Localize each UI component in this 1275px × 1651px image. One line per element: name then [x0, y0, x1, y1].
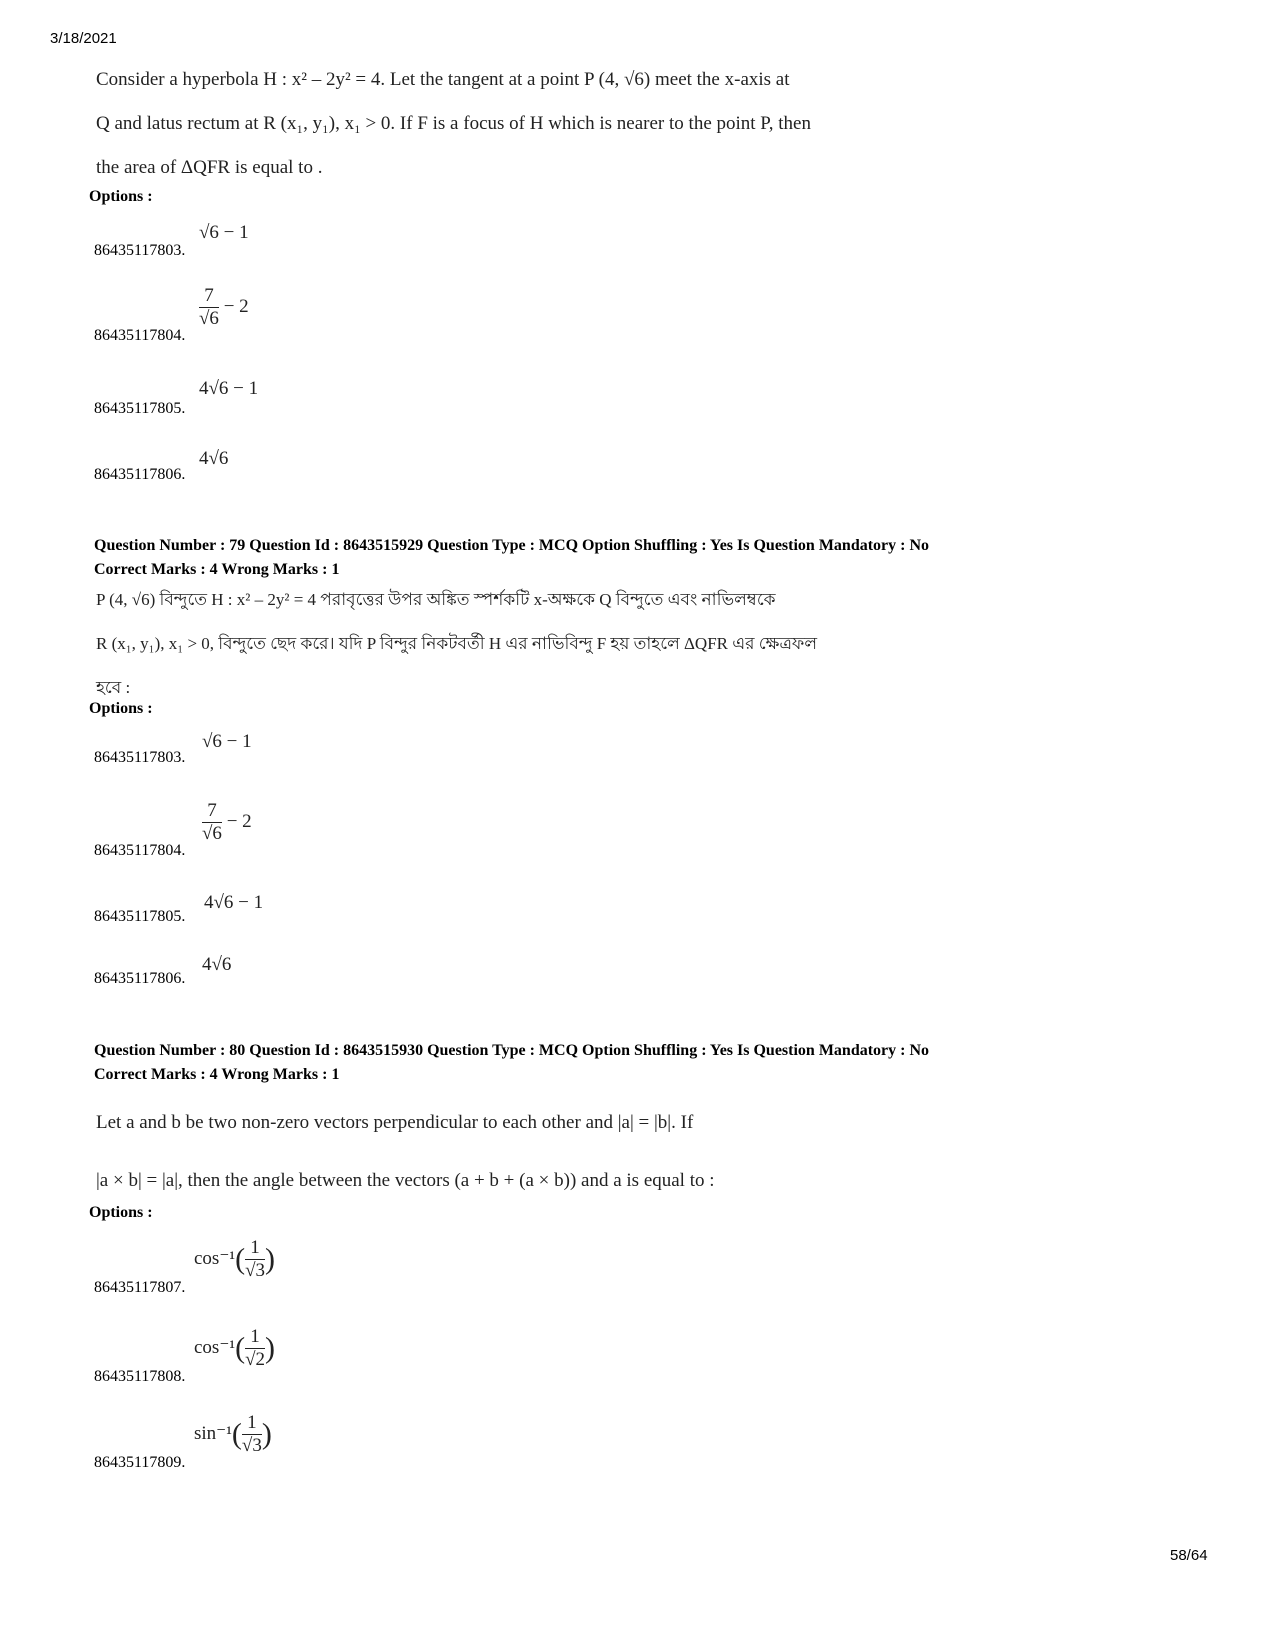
q80-option-3: [94, 1412, 694, 1472]
q79-option-4: [94, 928, 694, 988]
q78-option-4: [94, 424, 694, 484]
option-id: 86435117808.: [94, 1368, 186, 1385]
q79-option-1: [94, 707, 694, 767]
q79-meta: [94, 534, 1174, 582]
q80-line1: Let a and b be two non-zero vectors perpendicular to each other and |a| = |b|. If: [96, 1112, 694, 1133]
q80-option-1: [94, 1237, 694, 1297]
option-answer: 4√6 − 1: [204, 892, 264, 913]
q80-meta-line1: Question Number : 80 Question Id : 8643515930 Question Type : MCQ Option Shuffling : Yes Is Question Mandatory : No: [94, 1042, 930, 1059]
q79-option-3: [94, 866, 694, 926]
q79-line3: হবে :: [96, 678, 131, 697]
q80-options-label: Options :: [89, 1204, 153, 1221]
option-id: 86435117806.: [94, 970, 186, 987]
option-id: 86435117805.: [94, 400, 186, 417]
option-id: 86435117803.: [94, 242, 186, 259]
q79-line2: R (x₁, y₁), x₁ > 0, বিন্দুতে ছেদ করে। যদি P বিন্দুর নিকটবর্তী H এর নাভিবিন্দু F হয় তাহলে ΔQFR এর ক্ষেত্রফল: [96, 634, 818, 653]
q80-option-2: [94, 1326, 694, 1386]
option-id: 86435117805.: [94, 908, 186, 925]
option-id: 86435117806.: [94, 466, 186, 483]
option-answer: 4√6: [199, 448, 229, 469]
option-answer: $\frac{7}{√6}$ − 2: [202, 800, 252, 844]
option-id: 86435117804.: [94, 842, 186, 859]
q80-meta-line2: Correct Marks : 4 Wrong Marks : 1: [94, 1066, 340, 1083]
q78-option-2: [94, 285, 694, 345]
q79-meta-line2: Correct Marks : 4 Wrong Marks : 1: [94, 561, 340, 578]
q78-stem: [88, 58, 1176, 190]
q78-options-label: Options :: [89, 188, 153, 205]
q78-line3: the area of ΔQFR is equal to .: [96, 157, 323, 178]
q79-option-2: [94, 800, 694, 860]
q78-option-1: [94, 200, 694, 260]
option-answer: cos⁻¹( $\frac{1}{√3}$ ): [194, 1237, 275, 1281]
option-answer: 4√6: [202, 954, 232, 975]
option-id: 86435117809.: [94, 1454, 186, 1471]
option-id: 86435117803.: [94, 749, 186, 766]
option-id: 86435117804.: [94, 327, 186, 344]
option-answer: $\frac{7}{√6}$ − 2: [199, 285, 249, 329]
option-answer: cos⁻¹( $\frac{1}{√2}$ ): [194, 1326, 275, 1370]
option-id: 86435117807.: [94, 1279, 186, 1296]
q79-stem: [88, 578, 1176, 710]
q80-meta: [94, 1039, 1174, 1087]
q79-options-label: Options :: [89, 700, 153, 717]
option-answer: sin⁻¹( $\frac{1}{√3}$ ): [194, 1412, 272, 1456]
q78-option-3: [94, 358, 694, 418]
page-number: 58/64: [1170, 1547, 1208, 1564]
q79-line1: P (4, √6) বিন্দুতে H : x² – 2y² = 4 পরাবৃত্তের উপর অঙ্কিত স্পর্শকটি x-অক্ষকে Q বিন্দুতে এবং নাভিলম্বকে: [96, 590, 776, 609]
header-date: 3/18/2021: [50, 30, 117, 47]
q78-line1: Consider a hyperbola H : x² – 2y² = 4. Let the tangent at a point P (4, √6) meet the x-axis at: [96, 69, 790, 90]
option-answer: √6 − 1: [199, 222, 249, 243]
q80-stem: [88, 1094, 1176, 1210]
option-answer: 4√6 − 1: [199, 378, 259, 399]
q78-line2: Q and latus rectum at R (x₁, y₁), x₁ > 0. If F is a focus of H which is nearer to the point P, then: [96, 113, 811, 134]
q79-meta-line1: Question Number : 79 Question Id : 8643515929 Question Type : MCQ Option Shuffling : Yes Is Question Mandatory : No: [94, 537, 930, 554]
q80-line2: |a × b| = |a|, then the angle between the vectors (a + b + (a × b)) and a is equal to :: [96, 1170, 715, 1191]
option-answer: √6 − 1: [202, 731, 252, 752]
